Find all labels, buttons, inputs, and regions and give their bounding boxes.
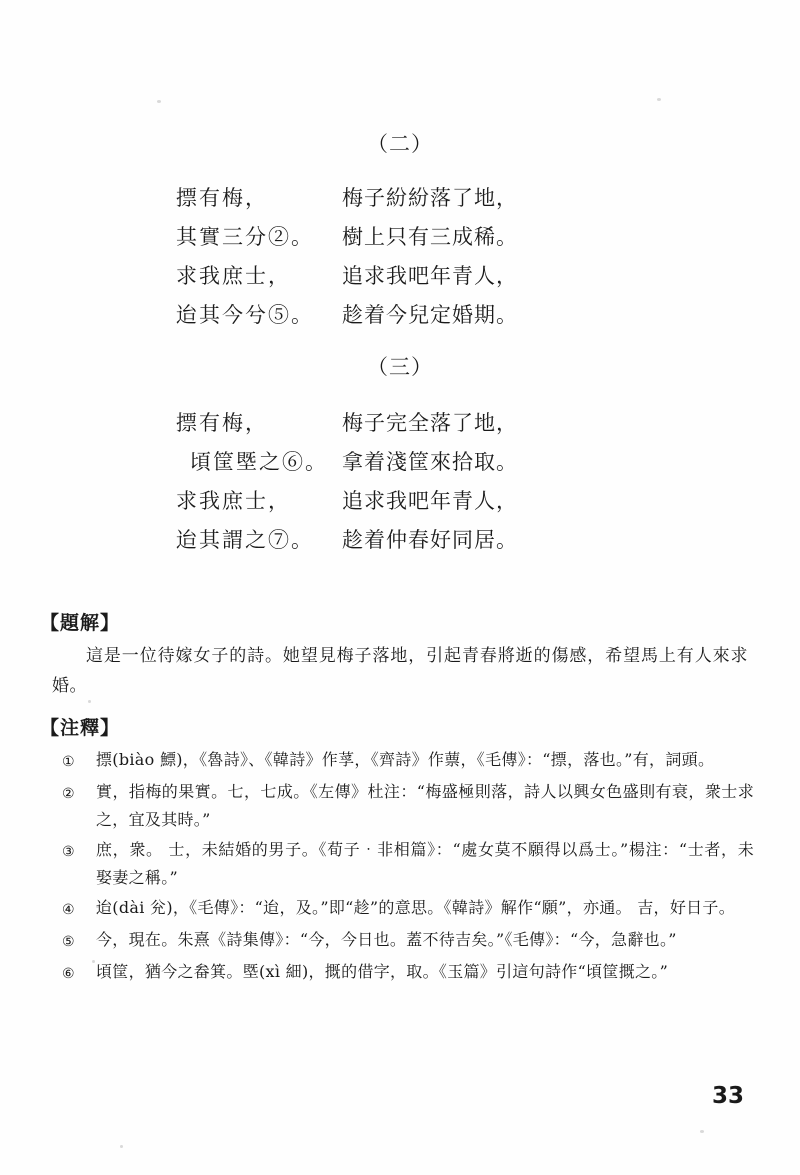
note-item [0, 836, 800, 892]
verse-row [80, 407, 720, 437]
note-item [0, 894, 800, 924]
scan-speck [120, 1145, 123, 1148]
note-text: 今，現在。朱熹《詩集傳》：“今，今日也。蓋不待吉矣。”《毛傳》：“今，急辭也。” [96, 930, 677, 949]
note-text: 頃筐，猶今之畚箕。塈(xì 細)，摡的借字，取。《玉篇》引這句詩作“頃筐摡之。” [96, 962, 669, 981]
note-text: 實，指梅的果實。七，七成。《左傳》杜注：“梅盛極則落，詩人以興女色盛則有衰，衆士求之，宜及其時。” [96, 782, 754, 829]
stanza-three [0, 351, 800, 554]
verse-original: 其實三分②。 [176, 225, 314, 249]
verse-row [80, 182, 720, 212]
page-number: 33 [711, 1083, 744, 1109]
verse-original: 求我庶士， [176, 264, 291, 288]
zhushi-heading: 【注釋】 [40, 717, 121, 739]
jieti-body: 這是一位待嫁女子的詩。她望見梅子落地，引起青春將逝的傷感，希望馬上有人來求婚。 [52, 646, 748, 696]
verse-original: 頃筐塈之⑥。 [190, 450, 328, 474]
scan-speck [157, 100, 161, 103]
verse-translation: 樹上只有三成稀。 [342, 225, 518, 249]
verse-row [80, 260, 720, 290]
stanza-three-lines [80, 407, 720, 554]
verse-original: 摽有梅， [176, 186, 268, 210]
note-item [0, 778, 800, 834]
zhushi-section [0, 713, 800, 988]
verse-original: 求我庶士， [176, 489, 291, 513]
verse-original: 摽有梅， [176, 411, 268, 435]
note-item [0, 746, 800, 776]
verse-row [80, 446, 720, 476]
note-item [0, 926, 800, 956]
jieti-heading: 【題解】 [40, 612, 121, 634]
note-text: 摽(biào 鰾)，《魯詩》、《韓詩》作莩，《齊詩》作蔈，《毛傳》：“摽，落也。”有，詞頭。 [96, 750, 715, 769]
verse-row [80, 485, 720, 515]
note-text: 迨(dài 兊)，《毛傳》：“迨，及。”即“趁”的意思。《韓詩》解作“願”，亦通。 吉，好日子。 [96, 898, 736, 917]
verse-translation: 追求我吧年青人， [342, 489, 518, 513]
poem-body [0, 128, 800, 990]
verse-translation: 梅子紛紛落了地， [342, 186, 518, 210]
verse-translation: 梅子完全落了地， [342, 411, 518, 435]
note-item [0, 958, 800, 988]
verse-translation: 拿着淺筐來拾取。 [342, 450, 518, 474]
scan-speck [657, 98, 661, 101]
note-text: 庶，衆。 士，未結婚的男子。《荀子‧非相篇》：“處女莫不願得以爲士。”楊注：“士者，未娶妻之稱。” [96, 840, 754, 887]
note-marker: ⑤ [62, 934, 75, 950]
stanza-two-lines [80, 182, 720, 329]
verse-row [80, 299, 720, 329]
jieti-section [0, 608, 800, 701]
verse-translation: 趁着仲春好同居。 [342, 528, 518, 552]
verse-translation: 追求我吧年青人， [342, 264, 518, 288]
verse-row [80, 524, 720, 554]
verse-translation: 趁着今兒定婚期。 [342, 303, 518, 327]
note-marker: ④ [62, 902, 75, 918]
scan-speck [700, 1130, 704, 1133]
note-marker: ⑥ [62, 966, 75, 982]
verse-original: 迨其今兮⑤。 [176, 303, 314, 327]
stanza-two-label: （二） [367, 132, 433, 156]
note-marker: ① [62, 754, 75, 770]
note-marker: ③ [62, 844, 75, 860]
note-marker: ② [62, 786, 75, 802]
stanza-two [0, 128, 800, 329]
notes-list [0, 746, 800, 988]
verse-row [80, 221, 720, 251]
stanza-three-label: （三） [367, 355, 433, 379]
verse-original: 迨其謂之⑦。 [176, 528, 314, 552]
